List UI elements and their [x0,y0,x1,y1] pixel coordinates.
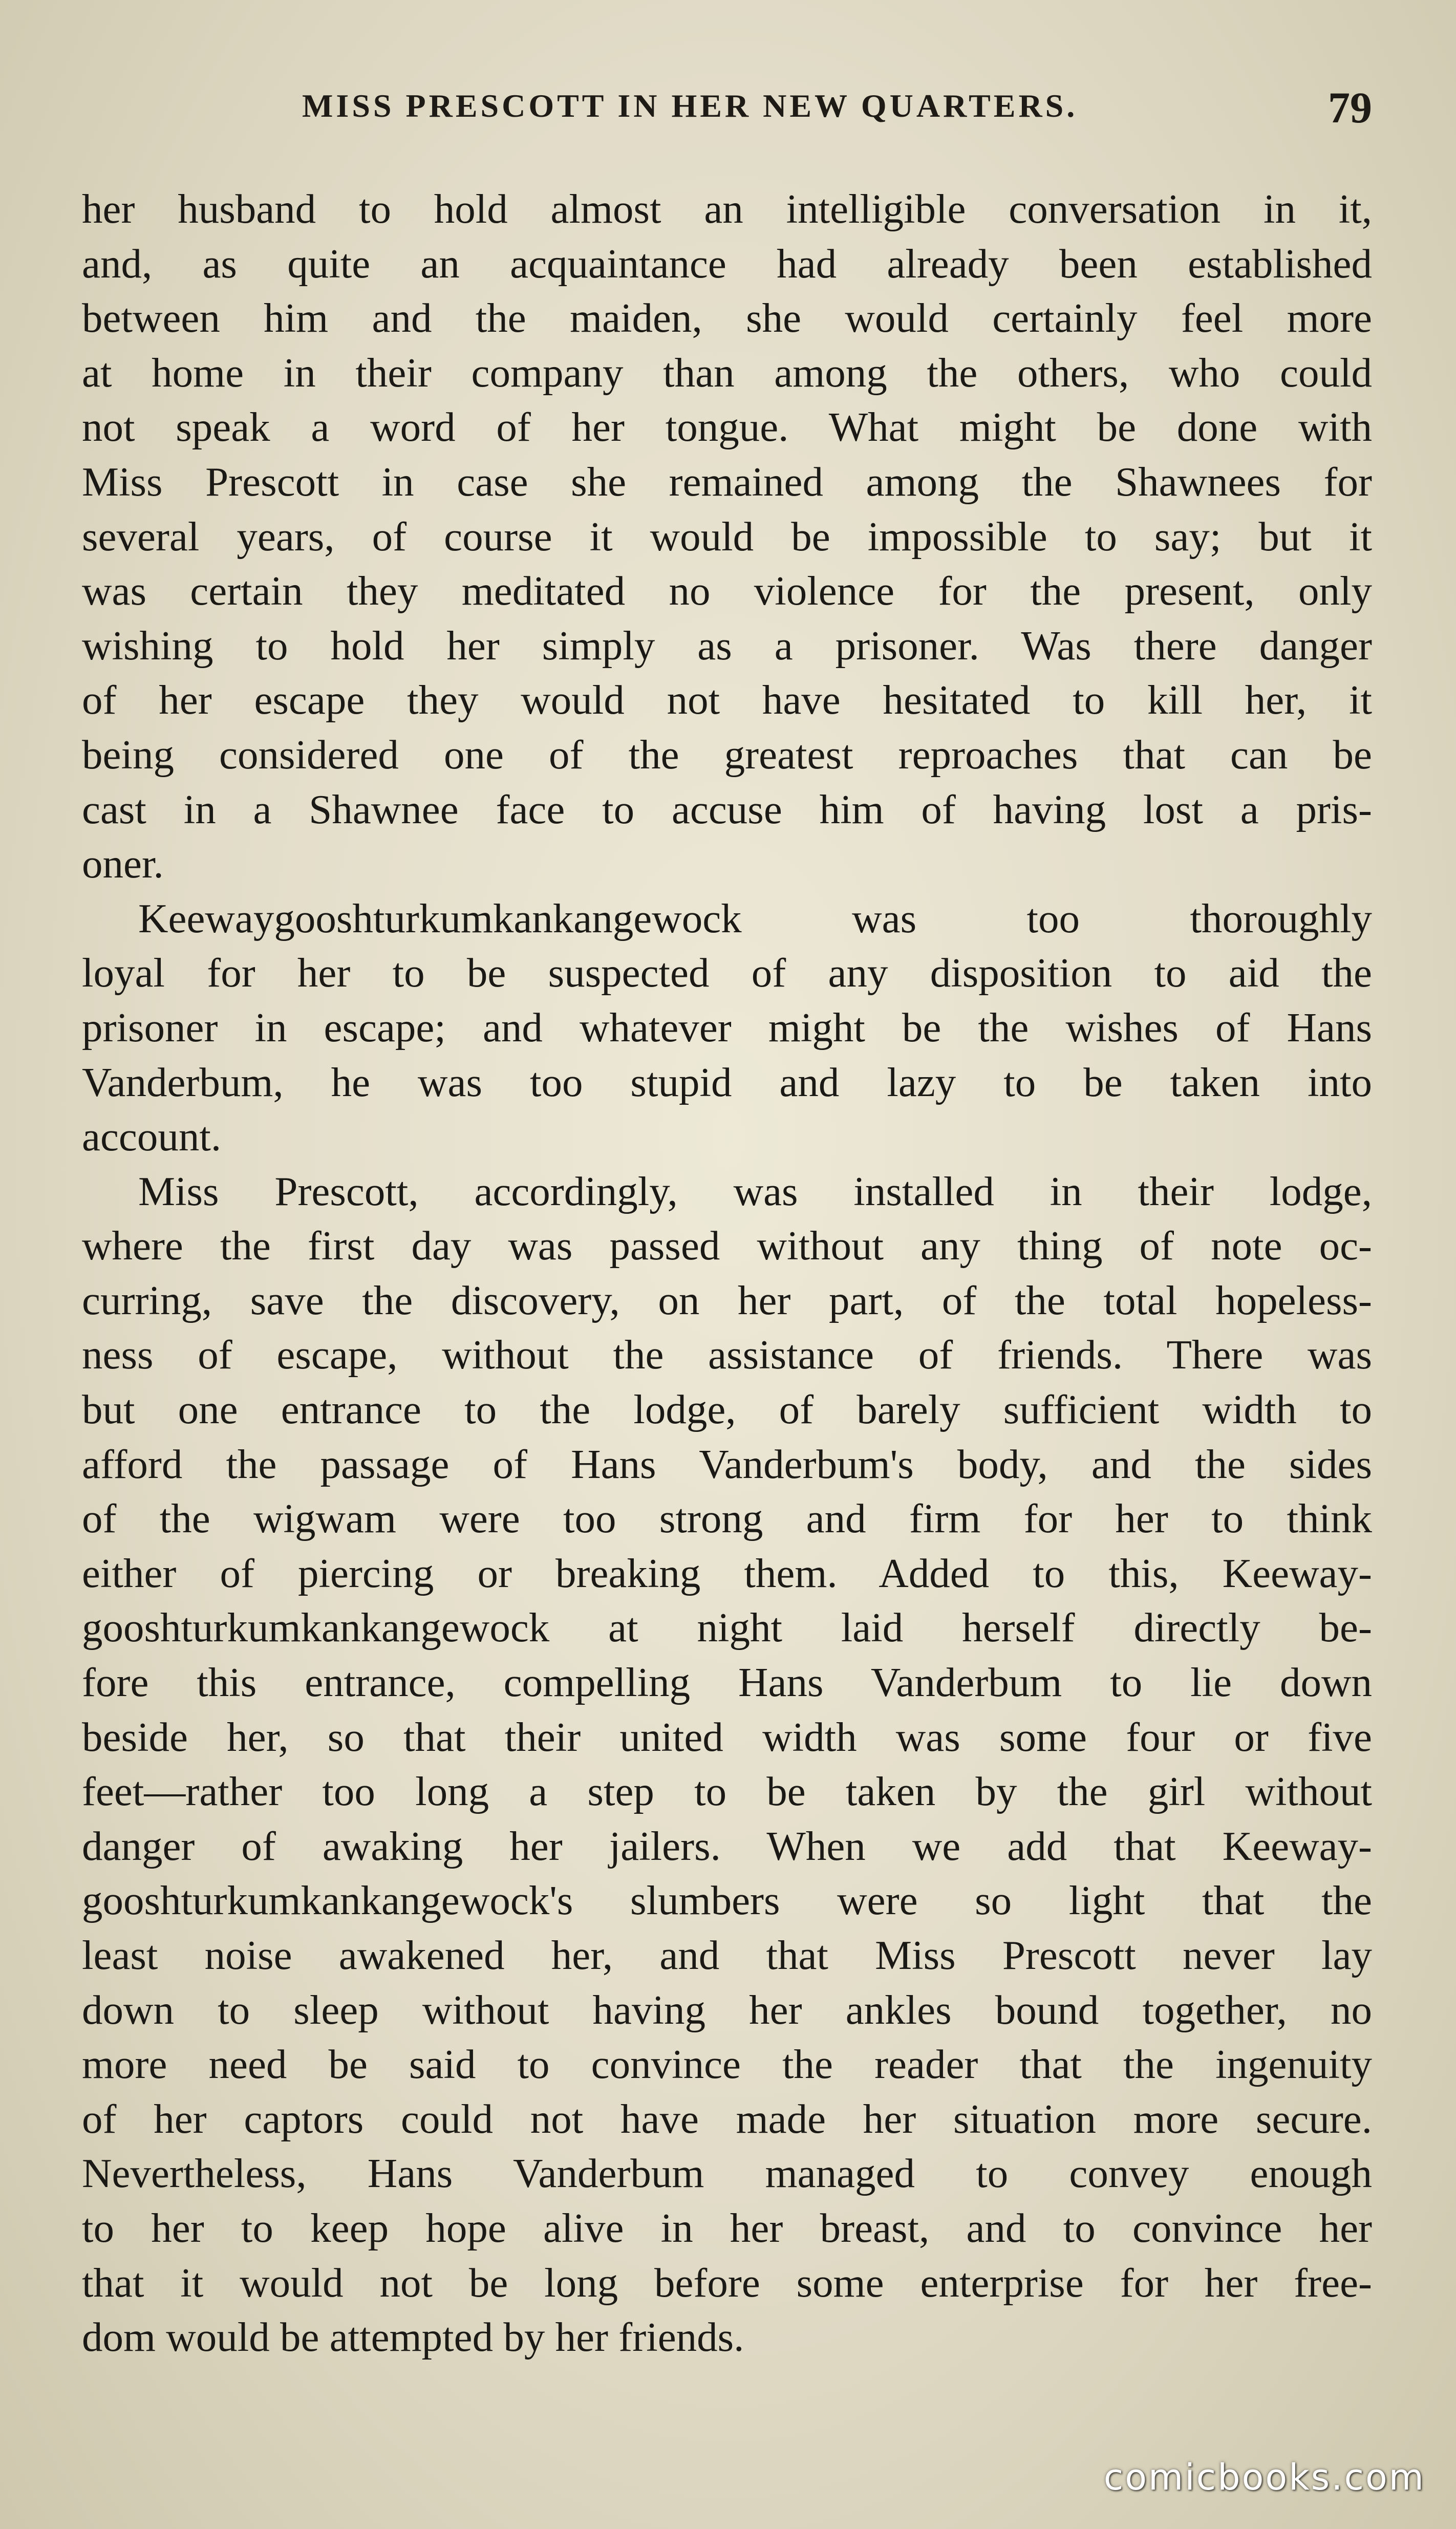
text-line: of her captors could not have made her situation more secure. [82,2095,1372,2142]
text-line: afford the passage of Hans Vanderbum's body, and the sides [82,1441,1372,1487]
text-line: gooshturkumkankangewock's slumbers were so light that the [82,1877,1372,1924]
text-line: her husband to hold almost an intelligible conversation in it, [82,186,1372,232]
text-line: several years, of course it would be impossible to say; but it [82,513,1372,560]
text-line: account. [82,1113,222,1160]
text-line: gooshturkumkankangewock at night laid herself directly be- [82,1604,1372,1651]
text-line: not speak a word of her tongue. What might be done with [82,404,1372,451]
text-line: Miss Prescott, accordingly, was installed in their lodge, [138,1168,1372,1214]
text-line: loyal for her to be suspected of any disposition to aid the [82,950,1372,996]
text-line: curring, save the discovery, on her part, of the total hopeless- [82,1277,1372,1323]
text-line: at home in their company than among the others, who could [82,349,1372,396]
paragraph [82,1164,1372,2365]
paragraph [82,182,1372,891]
text-line: and, as quite an acquaintance had already been established [82,240,1372,287]
text-line: feet—rather too long a step to be taken by the girl without [82,1768,1372,1815]
text-line: beside her, so that their united width was some four or five [82,1713,1372,1760]
text-line: down to sleep without having her ankles bound together, no [82,1986,1372,2033]
text-line: Keewaygooshturkumkankangewock was too thoroughly [138,895,1372,941]
paragraph [82,891,1372,1164]
watermark: comicbooks.com [1103,2456,1425,2498]
running-head [82,82,1372,143]
text-line: either of piercing or breaking them. Added to this, Keeway- [82,1550,1372,1596]
text-line: being considered one of the greatest reproaches that can be [82,731,1372,778]
text-line: prisoner in escape; and whatever might be the wishes of Hans [82,1004,1372,1051]
running-title: MISS PRESCOTT IN HER NEW QUARTERS. [302,88,1078,124]
text-line: Vanderbum, he was too stupid and lazy to be taken into [82,1059,1372,1105]
text-line: to her to keep hope alive in her breast, and to convince her [82,2204,1372,2251]
text-line: Nevertheless, Hans Vanderbum managed to convey enough [82,2150,1372,2197]
page-number: 79 [1328,83,1372,132]
text-line: dom would be attempted by her friends. [82,2314,744,2361]
text-line: ness of escape, without the assistance of friends. There was [82,1332,1372,1378]
text-line: danger of awaking her jailers. When we add that Keeway- [82,1823,1372,1869]
text-line: least noise awakened her, and that Miss Prescott never lay [82,1932,1372,1978]
text-line: but one entrance to the lodge, of barely sufficient width to [82,1386,1372,1433]
text-line: fore this entrance, compelling Hans Vanderbum to lie down [82,1659,1372,1706]
text-line: was certain they meditated no violence for the present, only [82,568,1372,614]
text-line: wishing to hold her simply as a prisoner. Was there danger [82,622,1372,669]
text-line: Miss Prescott in case she remained among the Shawnees for [82,458,1372,505]
text-line: more need be said to convince the reader that the ingenuity [82,2041,1372,2088]
text-line: of her escape they would not have hesitated to kill her, it [82,677,1372,723]
text-line: between him and the maiden, she would certainly feel more [82,295,1372,341]
text-line: that it would not be long before some enterprise for her free- [82,2259,1372,2306]
text-line: where the first day was passed without any thing of note oc- [82,1223,1372,1269]
text-line: cast in a Shawnee face to accuse him of having lost a pris- [82,786,1372,832]
text-line: oner. [82,841,164,887]
body-text [82,182,1372,2365]
text-line: of the wigwam were too strong and firm for her to think [82,1495,1372,1542]
